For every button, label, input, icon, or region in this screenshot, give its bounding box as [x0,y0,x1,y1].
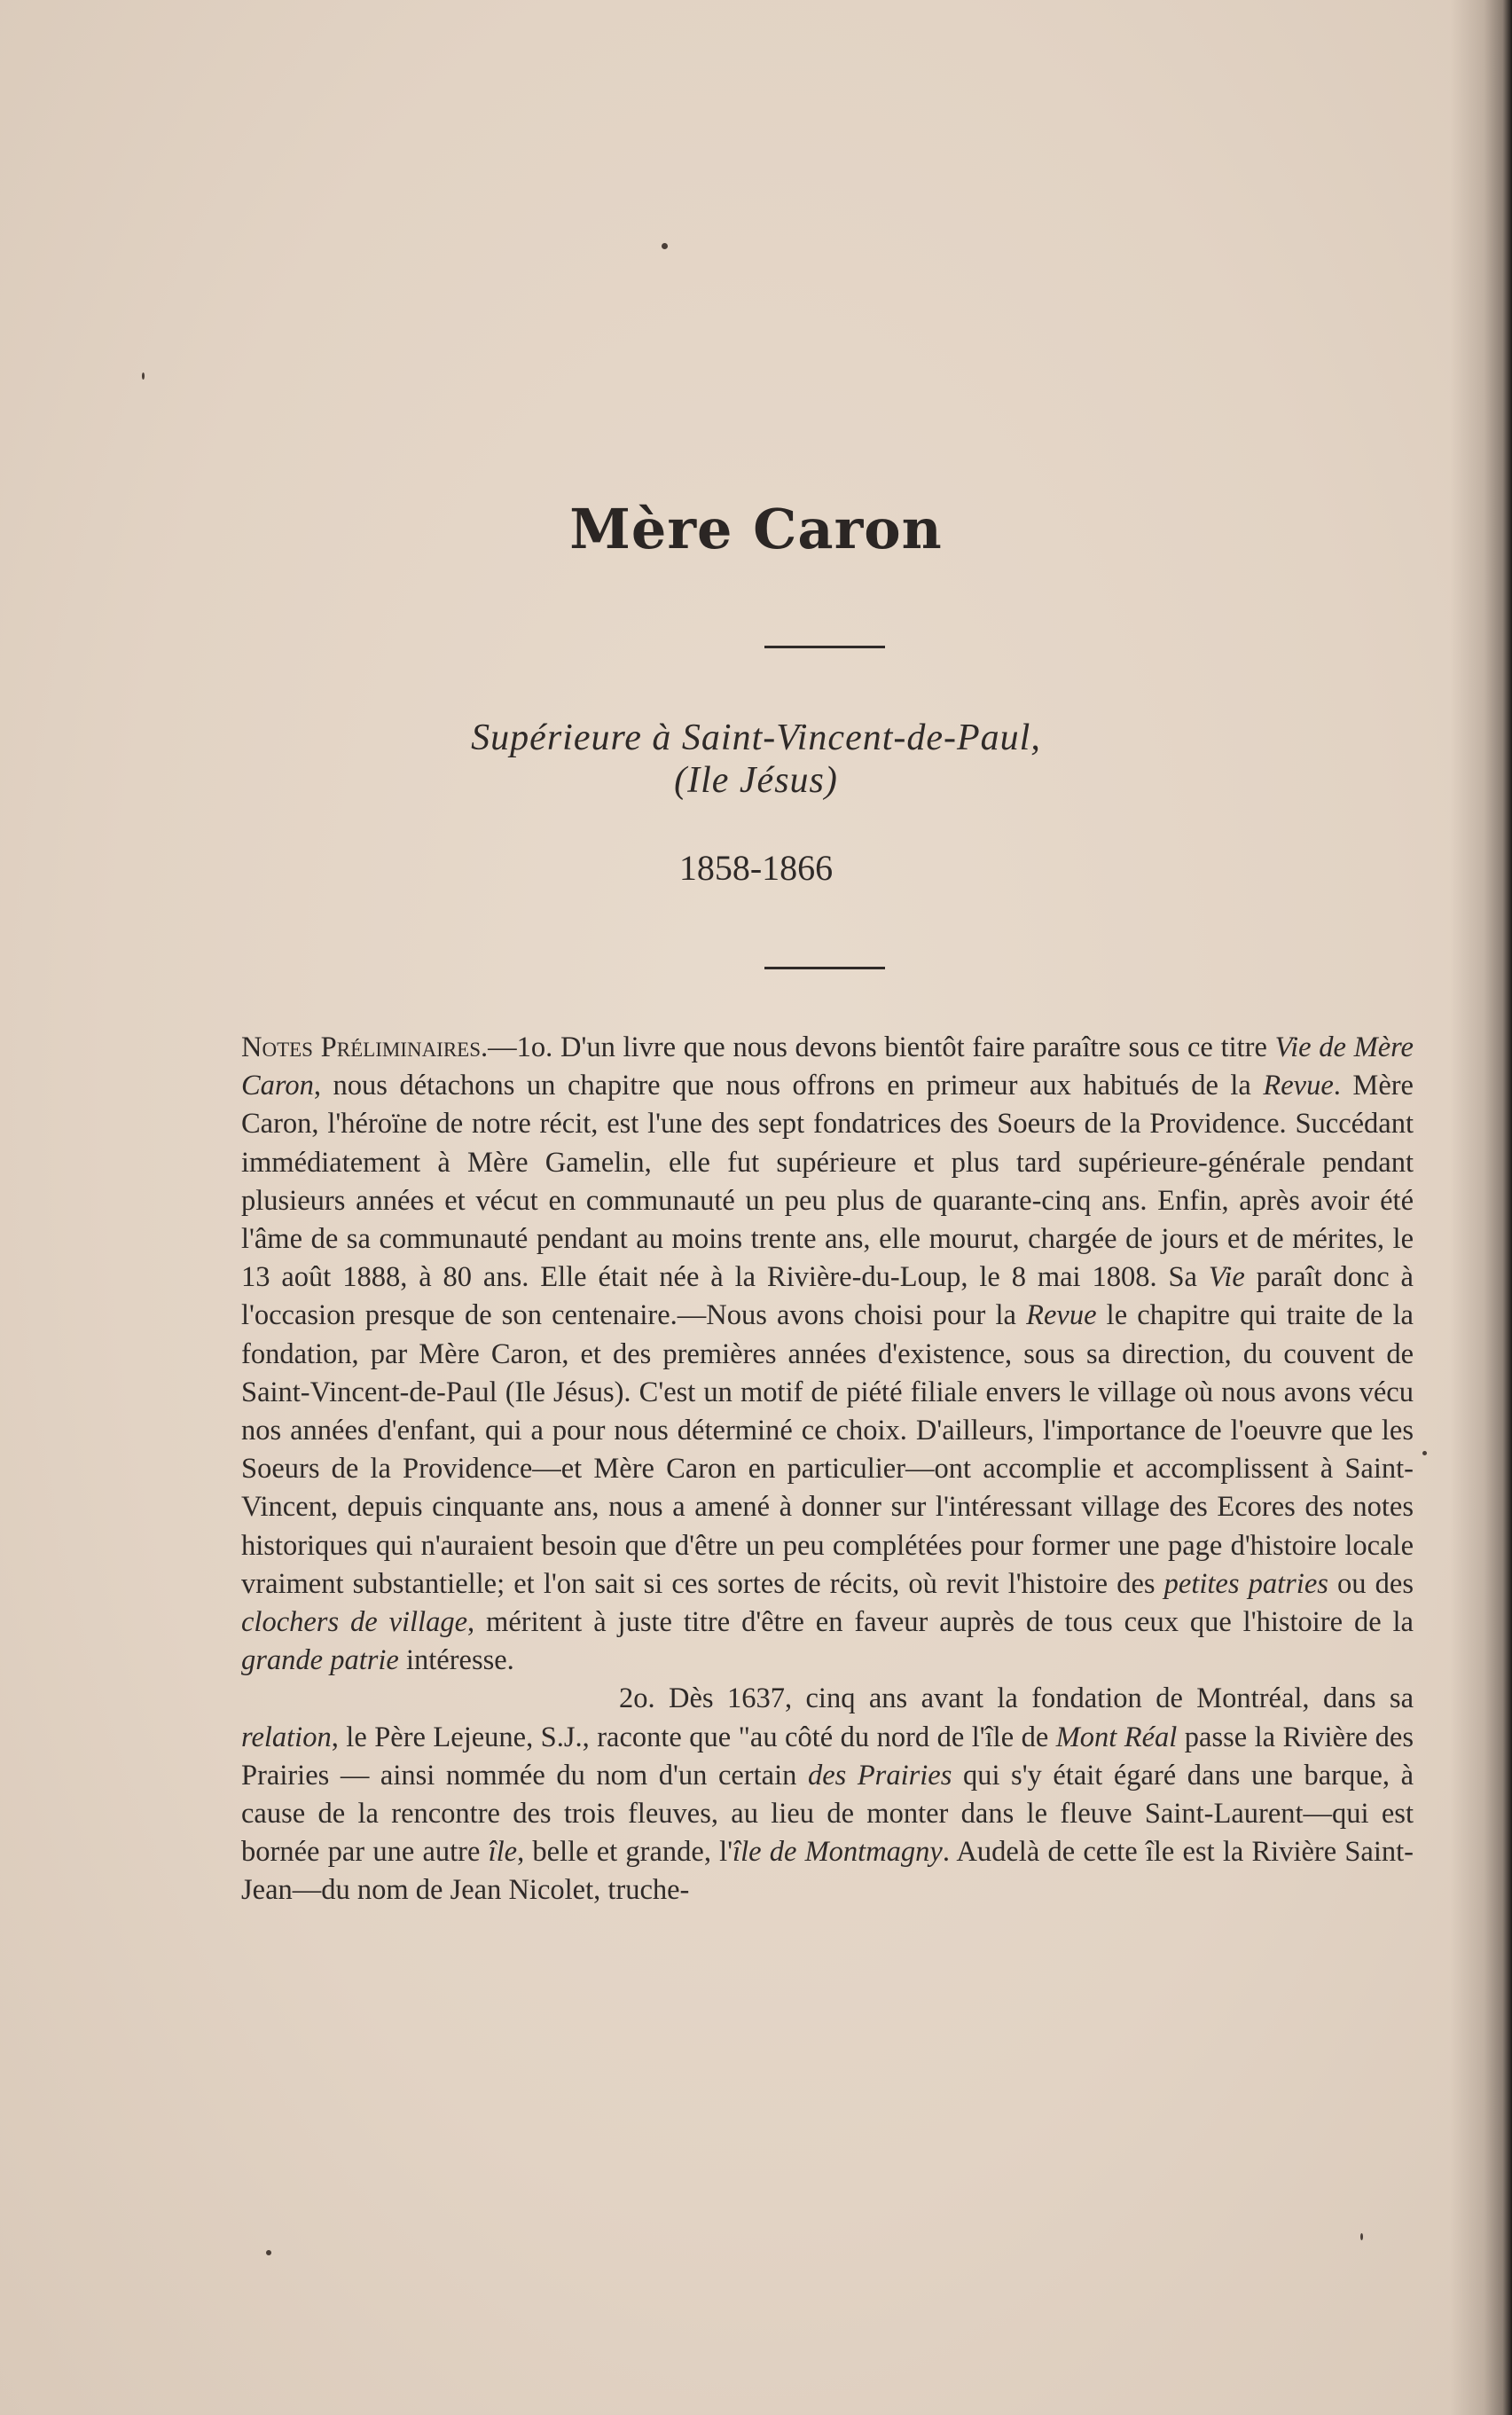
article-body [241,1029,1414,1910]
page-title: Mère Caron [569,497,943,561]
scan-speck [142,372,145,380]
scan-speck [662,243,668,249]
dates-rule [764,967,885,969]
scan-speck [1422,1451,1427,1455]
page-edge-shadow [1450,0,1512,2415]
paragraph-1: Notes Préliminaires.—1o. D'un livre que nous devons bientôt faire paraître sous ce titre Vie de Mère Caron, nous détachons un chapitre que nous offrons en primeur aux habitués de la Revue. Mère Caron, l'héroïne de notre récit, est l'une des sept fondatrices des Soeurs de la Providence. Succédant immédiatement à Mère Gamelin, elle fut supérieure et plus tard supérieure-générale pendant plusieurs années et vécut en communauté un peu plus de quarante-cinq ans. Enfin, après avoir été l'âme de sa communauté pendant au moins trente ans, elle mourut, chargée de jours et de mérites, le 13 août 1888, à 80 ans. Elle était née à la Rivière-du-Loup, le 8 mai 1808. Sa Vie paraît donc à l'occasion presque de son centenaire.—Nous avons choisi pour la Revue le chapitre qui traite de la fondation, par Mère Caron, et des premières années d'existence, sous sa direction, du couvent de Saint-Vincent-de-Paul (Ile Jésus). C'est un motif de piété filiale envers le village où nous avons vécu nos années d'enfant, qui a pour nous déterminé ce choix. D'ailleurs, l'importance de l'oeuvre que les Soeurs de la Providence—et Mère Caron en particulier—ont accomplie et accomplissent à Saint-Vincent, depuis cinquante ans, nous a amené à donner sur l'intéressant village des Ecores des notes historiques qui n'auraient besoin que d'être un peu complétées pour former une page d'histoire locale vraiment substantielle; et l'on sait si ces sortes de récits, où revit l'histoire des petites patries ou des clochers de village, méritent à juste titre d'être en faveur auprès de tous ceux que l'histoire de la grande patrie intéresse. [241,1031,1414,1677]
paragraph-2: 2o. Dès 1637, cinq ans avant la fondation de Montréal, dans sa relation, le Père Lejeune, S.J., raconte que "au côté du nord de l'île de Mont Réal passe la Rivière des Prairies — ainsi nommée du nom d'un certain des Prairies qui s'y était égaré dans une barque, à cause de la rencontre des trois fleuves, au lieu de monter dans le fleuve Saint-Laurent—qui est bornée par une autre île, belle et grande, l'île de Montmagny. Audelà de cette île est la Rivière Saint-Jean—du nom de Jean Nicolet, truche- [241,1682,1414,1907]
date-range: 1858-1866 [678,848,834,888]
section-lead: Notes Préliminaires. [241,1031,489,1063]
scan-speck [266,2250,271,2255]
subtitle-line-2: (Ile Jésus) [674,760,838,801]
title-rule [764,646,885,648]
subtitle-line-1: Supérieure à Saint-Vincent-de-Paul, [471,717,1041,758]
scan-speck [1360,2233,1363,2240]
